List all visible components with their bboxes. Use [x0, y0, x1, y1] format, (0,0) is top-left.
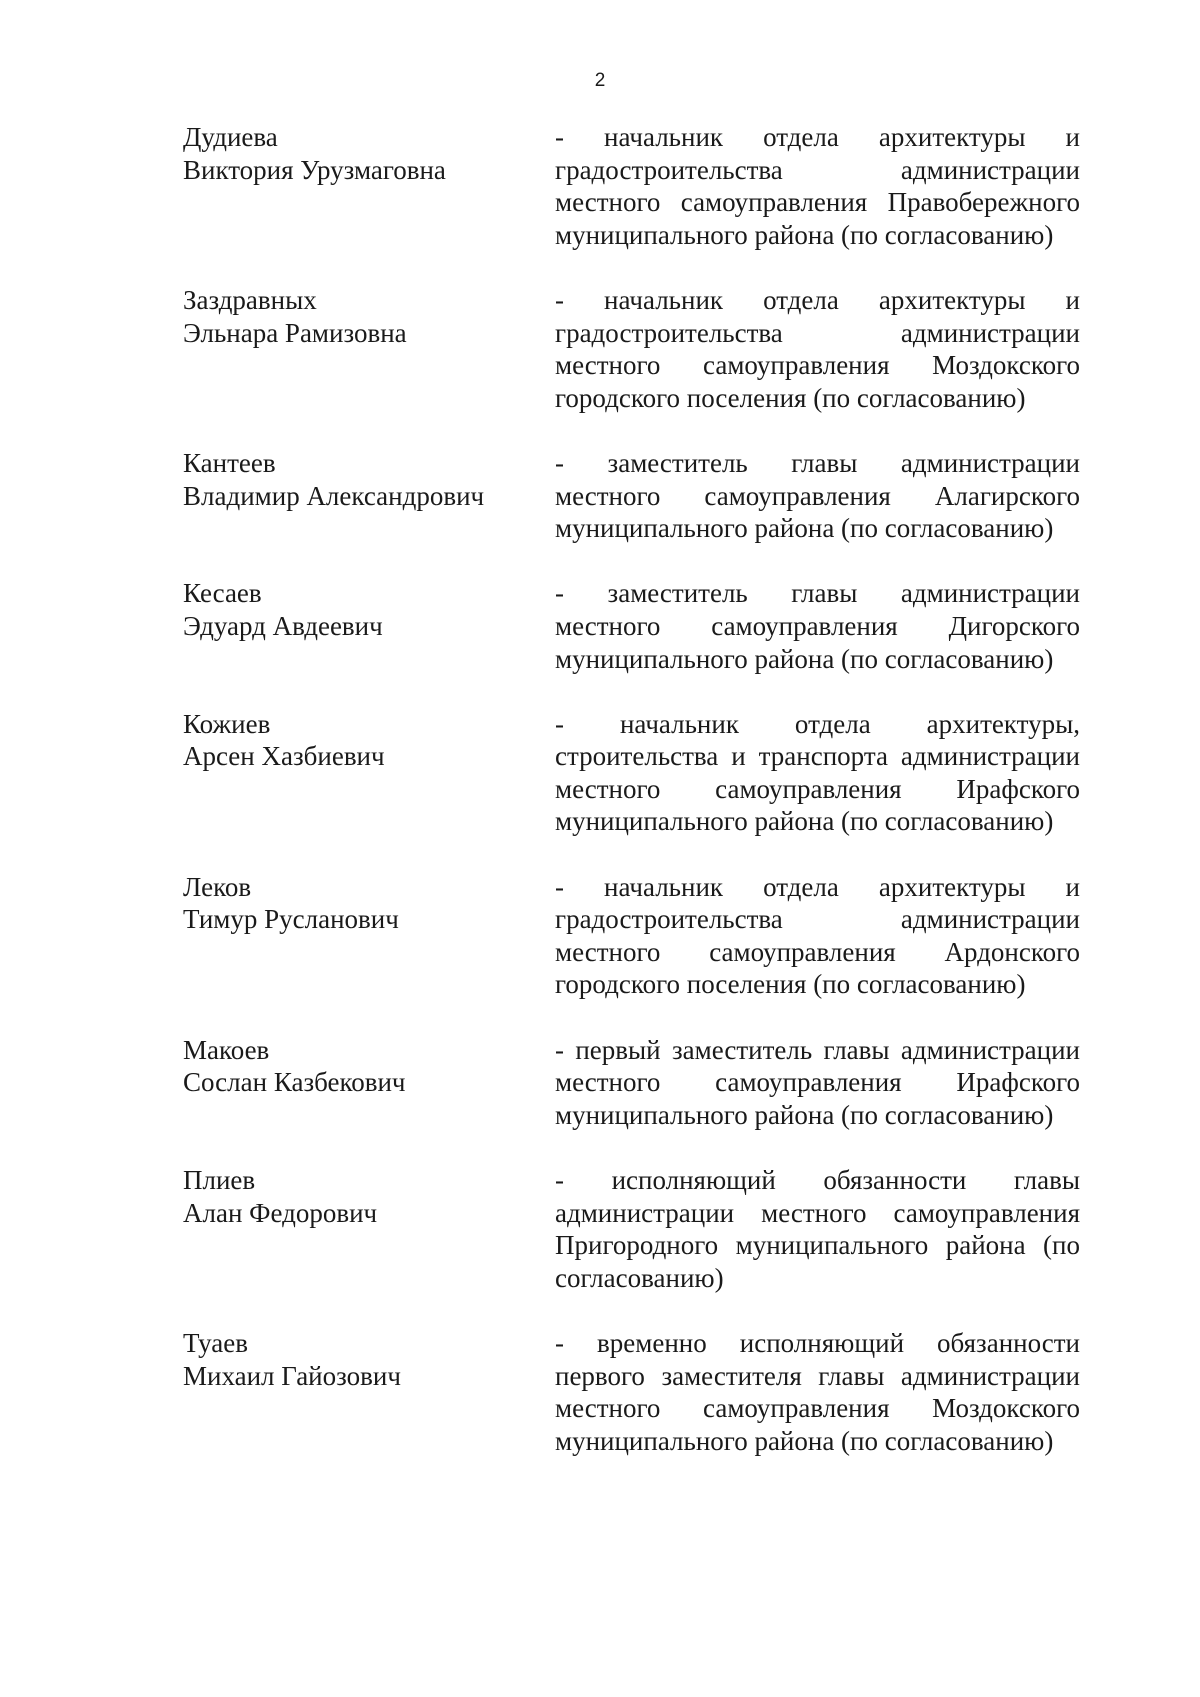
member-surname: Плиев	[183, 1165, 256, 1195]
member-given-names: Эдуард Авдеевич	[183, 610, 383, 641]
member-surname: Леков	[183, 871, 252, 902]
member-surname: Заздравных	[183, 284, 317, 315]
member-given-names: Сослан Казбекович	[183, 1067, 406, 1098]
member-name	[183, 1164, 555, 1294]
list-item	[183, 1327, 1080, 1457]
member-list	[183, 121, 1080, 1490]
member-name	[183, 1327, 555, 1457]
member-role: - заместитель главы администрации местного самоуправления Дигорского муниципального района (по согласованию)	[555, 578, 1080, 674]
member-name	[183, 121, 555, 251]
list-item	[183, 708, 1080, 838]
member-role: - исполняющий обязанности главы администрации местного самоуправления Пригородного муниципального района (по согласованию)	[555, 1165, 1080, 1293]
member-given-names: Владимир Александрович	[183, 480, 485, 511]
member-given-names: Арсен Хазбиевич	[183, 741, 385, 772]
member-name	[183, 1034, 555, 1132]
member-name	[183, 577, 555, 675]
list-item	[183, 871, 1080, 1001]
member-surname: Дудиева	[183, 122, 278, 152]
member-name	[183, 447, 555, 545]
member-surname: Макоев	[183, 1034, 270, 1065]
member-given-names: Алан Федорович	[183, 1197, 378, 1228]
member-role: - заместитель главы администрации местного самоуправления Алагирского муниципального района (по согласованию)	[555, 447, 1080, 544]
member-role: - начальник отдела архитектуры и градостроительства администрации местного самоуправления Правобережного муниципального района (по согласованию)	[555, 122, 1080, 250]
member-surname: Кожиев	[183, 708, 271, 739]
member-role: - первый заместитель главы администрации местного самоуправления Ирафского муниципального района (по согласованию)	[555, 1034, 1080, 1130]
member-role: - начальник отдела архитектуры и градостроительства администрации местного самоуправления Ардонского городского поселения (по согласованию)	[555, 871, 1080, 1000]
member-surname: Кантеев	[183, 447, 276, 478]
member-name	[183, 284, 555, 414]
member-role: - временно исполняющий обязанности первого заместителя главы администрации местного самоуправления Моздокского муниципального района (по согласованию)	[555, 1327, 1080, 1456]
member-given-names: Тимур Русланович	[183, 904, 399, 935]
page-number: 2	[594, 70, 606, 91]
list-item	[183, 577, 1080, 675]
member-surname: Кесаев	[183, 578, 262, 609]
list-item	[183, 1034, 1080, 1132]
member-name	[183, 871, 555, 1001]
list-item	[183, 447, 1080, 545]
member-role: - начальник отдела архитектуры и градостроительства администрации местного самоуправления Моздокского городского поселения (по согласованию)	[555, 284, 1080, 413]
list-item	[183, 121, 1080, 251]
member-surname: Туаев	[183, 1327, 249, 1358]
member-role: - начальник отдела архитектуры, строительства и транспорта администрации местного самоуправления Ирафского муниципального района (по согласованию)	[555, 708, 1080, 837]
list-item	[183, 284, 1080, 414]
member-name	[183, 708, 555, 838]
member-given-names: Михаил Гайозович	[183, 1360, 401, 1391]
member-given-names: Виктория Урузмаговна	[183, 154, 446, 185]
list-item	[183, 1164, 1080, 1294]
member-given-names: Эльнара Рамизовна	[183, 317, 407, 348]
